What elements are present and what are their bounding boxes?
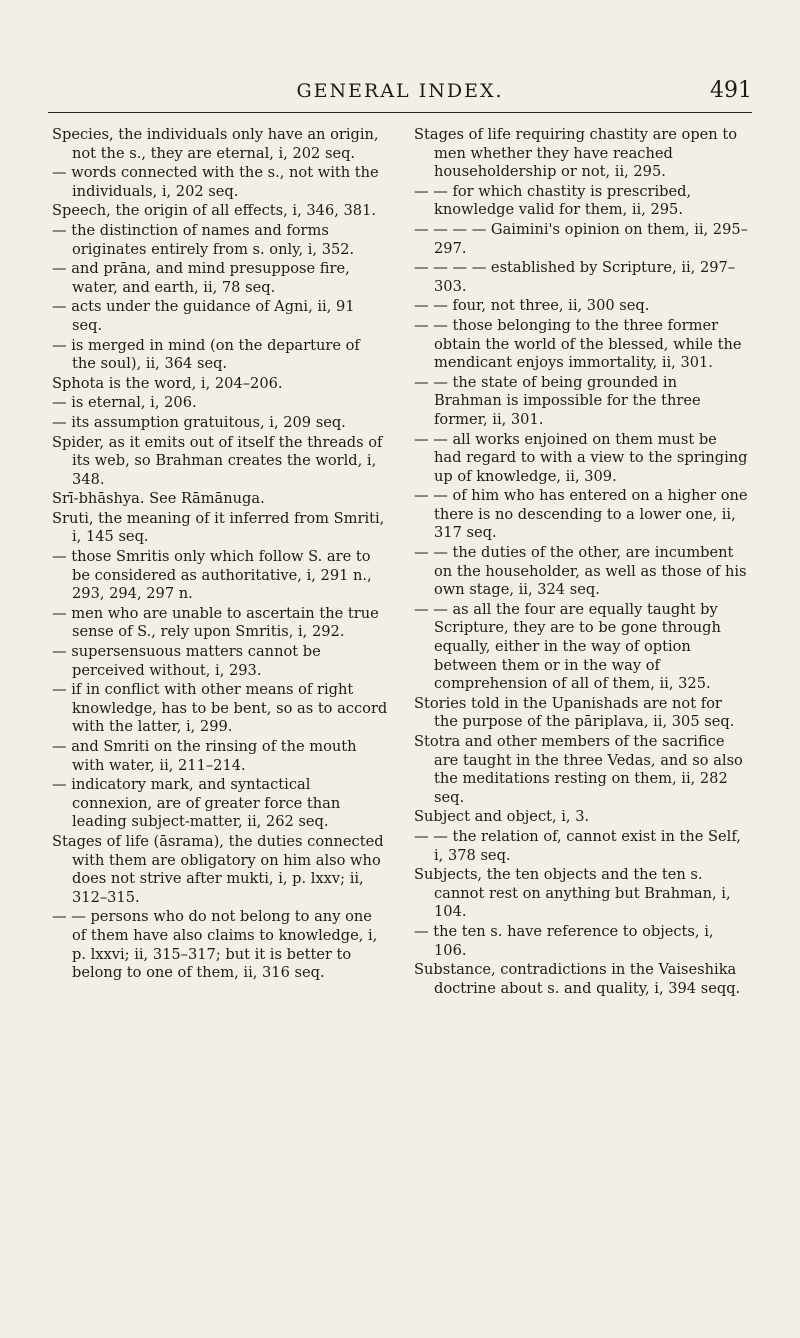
index-column-right — [414, 126, 748, 999]
index-entry: — and prāna, and mind presuppose fire, water, and earth, ii, 78 seq. — [52, 260, 350, 296]
index-entry: — supersensuous matters cannot be perceived without, i, 293. — [52, 643, 321, 679]
index-entry: — its assumption gratuitous, i, 209 seq. — [52, 413, 346, 431]
index-entry: — — for which chastity is prescribed, knowledge valid for them, ii, 295. — [414, 182, 692, 219]
index-entry: — the ten s. have reference to objects, i, 106. — [414, 922, 714, 959]
index-column-left — [52, 126, 388, 984]
index-entry: — indicatory mark, and syntactical connexion, are of greater force than leading subject-matter, ii, 262 seq. — [52, 776, 341, 831]
index-entry: Spider, as it emits out of itself the threads of its web, so Brahman creates the world, i, 348. — [52, 433, 383, 488]
index-entry: — acts under the guidance of Agni, ii, 91 seq. — [52, 298, 355, 334]
index-entry: — — the state of being grounded in Brahman is impossible for the three former, ii, 301. — [414, 373, 701, 428]
index-entry: Substance, contradictions in the Vaiseshika doctrine about s. and quality, i, 394 seqq. — [414, 961, 741, 997]
index-entry: — men who are unable to ascertain the true sense of S., rely upon Smritis, i, 292. — [52, 604, 379, 641]
page-number: 491 — [710, 78, 752, 103]
index-entry: Stories told in the Upanishads are not for the purpose of the pāriplava, ii, 305 seq. — [414, 694, 735, 731]
index-entry: — words connected with the s., not with the individuals, i, 202 seq. — [52, 164, 379, 200]
index-entry: — — as all the four are equally taught by Scripture, they are to be gone through equally, either in the way of option between them or in the way of comprehension of all of them, ii, 325. — [414, 600, 721, 693]
index-entry: Species, the individuals only have an origin, not the s., they are eternal, i, 202 seq. — [52, 126, 379, 162]
index-entry: Sphota is the word, i, 204–206. — [52, 374, 283, 392]
index-entry: Subjects, the ten objects and the ten s. cannot rest on anything but Brahman, i, 104. — [414, 866, 731, 921]
index-entry: — — four, not three, ii, 300 seq. — [414, 297, 650, 315]
index-entry: — is eternal, i, 206. — [52, 394, 197, 412]
index-entry: — the distinction of names and forms originates entirely from s. only, i, 352. — [52, 221, 355, 258]
page-header — [48, 80, 752, 110]
index-entry: — is merged in mind (on the departure of the soul), ii, 364 seq. — [52, 336, 360, 373]
index-entry: — those Smritis only which follow S. are to be considered as authoritative, i, 291 n., 293, 294, 297 n. — [52, 548, 372, 603]
index-entry: — — those belonging to the three former obtain the world of the blessed, while the mendicant enjoys immortality, ii, 301. — [414, 316, 742, 372]
index-entry: Srī-bhāshya. See Rāmānuga. — [52, 490, 265, 508]
index-entry: Stotra and other members of the sacrifice are taught in the three Vedas, and so also the meditations resting on them, ii, 282 seq. — [414, 733, 743, 806]
index-entry: — — persons who do not belong to any one of them have also claims to knowledge, i, p. lxxvi; ii, 315–317; but it is better to belong to one of them, ii, 316 seq. — [52, 908, 378, 982]
index-entry: — — — — Gaimini's opinion on them, ii, 295–297. — [414, 220, 748, 257]
index-entry: Stages of life requiring chastity are open to men whether they have reached householdership or not, ii, 295. — [414, 126, 738, 181]
index-entry: — if in conflict with other means of right knowledge, has to be bent, so as to accord with the latter, i, 299. — [52, 681, 388, 736]
index-entry: — — of him who has entered on a higher one there is no descending to a lower one, ii, 317 seq. — [414, 487, 748, 542]
header-rule — [48, 112, 752, 113]
running-title: GENERAL INDEX. — [296, 80, 504, 102]
index-entry: — — all works enjoined on them must be had regard to with a view to the springing up of knowledge, ii, 309. — [414, 430, 748, 485]
index-entry: — and Smriti on the rinsing of the mouth with water, ii, 211–214. — [52, 738, 357, 774]
index-entry: Subject and object, i, 3. — [414, 808, 590, 826]
index-entry: Speech, the origin of all effects, i, 346, 381. — [52, 202, 376, 220]
index-entry: — — the duties of the other, are incumbent on the householder, as well as those of his own stage, ii, 324 seq. — [414, 544, 747, 599]
index-entry: Sruti, the meaning of it inferred from Smriti, i, 145 seq. — [52, 509, 385, 546]
index-entry: Stages of life (āsrama), the duties connected with them are obligatory on him also who does not strive after mukti, i, p. lxxv; ii, 312–315. — [52, 832, 384, 906]
index-entry: — — the relation of, cannot exist in the Self, i, 378 seq. — [414, 827, 741, 864]
index-entry: — — — — established by Scripture, ii, 297–303. — [414, 259, 736, 295]
